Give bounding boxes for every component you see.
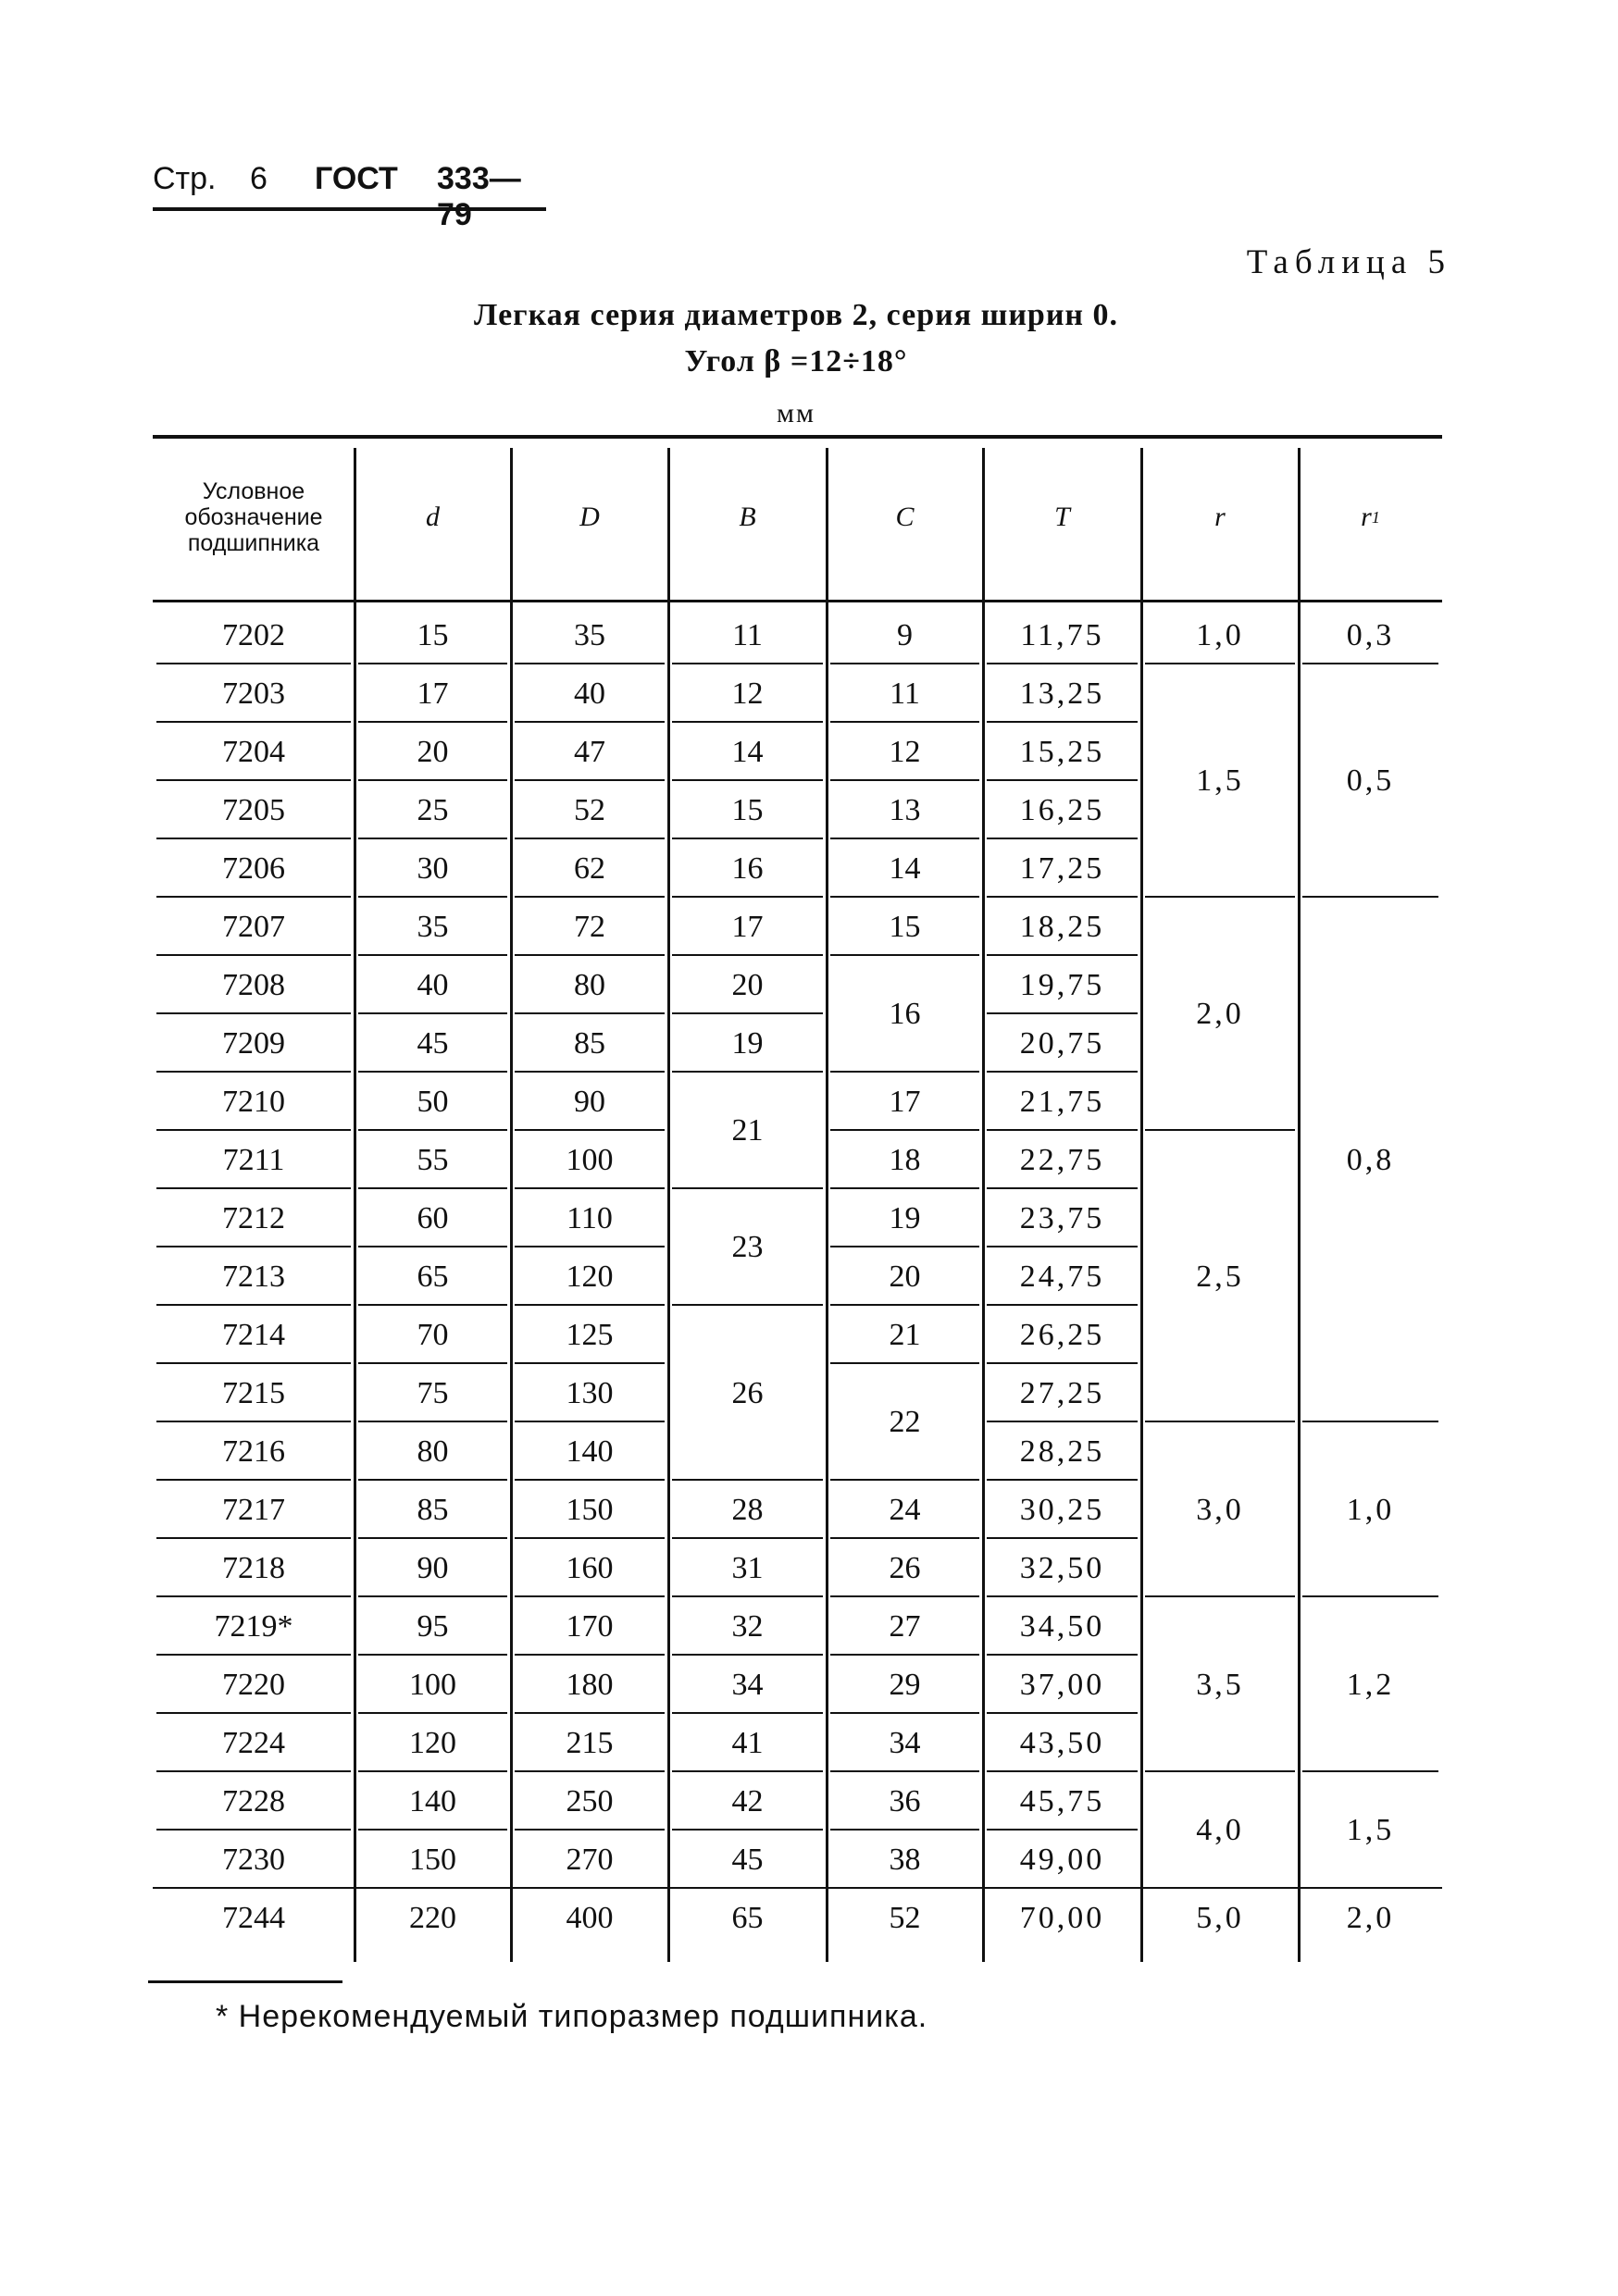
cell-c: 21 <box>889 1317 921 1352</box>
cell-d: 100 <box>566 1142 614 1177</box>
cell-d: 180 <box>566 1667 614 1702</box>
cell-designation: 7230 <box>222 1842 285 1877</box>
table-title: Легкая серия диаметров 2, серия ширин 0. <box>473 298 1119 332</box>
cell-designation: 7202 <box>222 617 285 652</box>
cell-c: 52 <box>889 1900 921 1935</box>
cell-d: 75 <box>417 1375 449 1410</box>
cell-d: 25 <box>417 792 449 827</box>
cell-b: 11 <box>732 617 763 652</box>
column-header-r1 <box>1299 435 1442 600</box>
cell-c: 17 <box>889 1084 921 1119</box>
page-label: Стр. <box>153 161 217 196</box>
cell-c: 14 <box>889 850 921 886</box>
cell-c: 12 <box>889 734 921 769</box>
cell-c: 38 <box>889 1842 921 1877</box>
cell-designation: 7215 <box>222 1375 285 1410</box>
cell-c: 9 <box>897 617 913 652</box>
cell-b: 20 <box>731 967 764 1002</box>
cell-d: 15 <box>417 617 449 652</box>
cell-t: 70,00 <box>1019 1900 1105 1935</box>
cell-r1: 0,3 <box>1346 617 1395 652</box>
cell-d: 170 <box>566 1608 614 1644</box>
cell-designation: 7217 <box>222 1492 285 1527</box>
cell-b: 34 <box>731 1667 764 1702</box>
cell-designation: 7208 <box>222 967 285 1002</box>
r1-subscript: 1 <box>1371 507 1380 527</box>
cell-d: 110 <box>566 1200 613 1235</box>
footnote-rule <box>148 1980 342 1983</box>
cell-designation: 7211 <box>222 1142 285 1177</box>
cell-c: 15 <box>889 909 921 944</box>
cell-c: 26 <box>889 1550 921 1585</box>
cell-d: 85 <box>417 1492 449 1527</box>
cell-c: 18 <box>889 1142 921 1177</box>
cell-b: 14 <box>731 734 764 769</box>
cell-d: 30 <box>417 850 449 886</box>
cell-b: 41 <box>731 1725 764 1760</box>
table-section-rule <box>153 1887 1442 1889</box>
cell-designation: 7228 <box>222 1783 285 1818</box>
cell-b: 15 <box>731 792 764 827</box>
cell-c: 34 <box>889 1725 921 1760</box>
cell-d: 120 <box>409 1725 456 1760</box>
cell-d: 220 <box>409 1900 456 1935</box>
cell-t: 11,75 <box>1020 617 1104 652</box>
cell-designation: 7224 <box>222 1725 285 1760</box>
cell-designation: 7213 <box>222 1259 285 1294</box>
cell-d: 125 <box>566 1317 614 1352</box>
cell-t: 28,25 <box>1019 1433 1105 1469</box>
cell-b: 16 <box>731 850 764 886</box>
cell-b: 32 <box>731 1608 764 1644</box>
cell-r1: 1,0 <box>1346 1492 1395 1527</box>
cell-t: 24,75 <box>1019 1259 1105 1294</box>
cell-t: 15,25 <box>1019 734 1105 769</box>
cell-b: 21 <box>731 1113 764 1148</box>
cell-d: 90 <box>417 1550 449 1585</box>
cell-d: 65 <box>417 1259 449 1294</box>
cell-d: 95 <box>417 1608 449 1644</box>
cell-c: 36 <box>889 1783 921 1818</box>
cell-d: 215 <box>566 1725 614 1760</box>
cell-r: 3,5 <box>1196 1667 1244 1702</box>
cell-r: 5,0 <box>1196 1900 1244 1935</box>
cell-d: 40 <box>574 676 605 711</box>
cell-d: 62 <box>574 850 605 886</box>
cell-c: 13 <box>889 792 921 827</box>
table-number: Таблица 5 <box>1246 243 1451 281</box>
column-header-b: B <box>739 502 756 532</box>
cell-t: 23,75 <box>1019 1200 1105 1235</box>
column-header-t: T <box>1054 502 1070 532</box>
cell-c: 19 <box>889 1200 921 1235</box>
cell-d: 250 <box>566 1783 614 1818</box>
column-header-c: C <box>895 502 915 532</box>
cell-d: 160 <box>566 1550 614 1585</box>
page-number: 6 <box>250 161 268 196</box>
cell-t: 43,50 <box>1019 1725 1105 1760</box>
cell-d: 100 <box>409 1667 456 1702</box>
cell-r: 4,0 <box>1196 1813 1244 1847</box>
table-subtitle: Угол β =12÷18° <box>684 344 908 379</box>
cell-b: 26 <box>731 1375 764 1410</box>
cell-r: 3,0 <box>1196 1492 1244 1527</box>
cell-designation: 7216 <box>222 1433 285 1469</box>
cell-c: 22 <box>889 1405 921 1439</box>
cell-r1: 2,0 <box>1346 1900 1395 1935</box>
cell-r1: 1,2 <box>1346 1667 1395 1702</box>
cell-t: 27,25 <box>1019 1375 1105 1410</box>
cell-d: 70 <box>417 1317 449 1352</box>
cell-designation: 7214 <box>222 1317 285 1352</box>
cell-b: 23 <box>731 1230 764 1264</box>
cell-d: 80 <box>417 1433 449 1469</box>
standard-code: 333—79 <box>437 161 521 232</box>
column-header-r: r <box>1214 502 1226 532</box>
header-bottom-rule <box>153 600 1442 602</box>
cell-d: 50 <box>417 1084 449 1119</box>
cell-c: 27 <box>889 1608 921 1644</box>
cell-designation: 7244 <box>222 1900 285 1935</box>
cell-d: 35 <box>417 909 449 944</box>
cell-d: 90 <box>574 1084 605 1119</box>
cell-t: 17,25 <box>1019 850 1105 886</box>
cell-d: 72 <box>574 909 605 944</box>
cell-designation: 7204 <box>222 734 285 769</box>
cell-t: 49,00 <box>1019 1842 1105 1877</box>
cell-d: 270 <box>566 1842 614 1877</box>
cell-designation: 7205 <box>222 792 285 827</box>
cell-b: 19 <box>731 1025 764 1061</box>
cell-t: 22,75 <box>1019 1142 1105 1177</box>
column-header-d: D <box>579 502 600 532</box>
cell-r1: 0,5 <box>1346 763 1395 798</box>
cell-t: 19,75 <box>1019 967 1105 1002</box>
footnote: * Нерекомендуемый типоразмер подшипника. <box>216 1999 928 2034</box>
cell-d: 85 <box>574 1025 605 1061</box>
r1-base: r <box>1361 502 1372 532</box>
cell-t: 34,50 <box>1019 1608 1105 1644</box>
cell-d: 52 <box>574 792 605 827</box>
cell-b: 28 <box>731 1492 764 1527</box>
cell-c: 24 <box>889 1492 921 1527</box>
cell-b: 12 <box>731 676 764 711</box>
cell-d: 120 <box>566 1259 614 1294</box>
cell-c: 29 <box>889 1667 921 1702</box>
cell-r: 1,0 <box>1196 617 1244 652</box>
cell-d: 140 <box>409 1783 456 1818</box>
cell-d: 400 <box>566 1900 614 1935</box>
cell-r: 1,5 <box>1196 763 1244 798</box>
column-header-designation: Условное обозначение подшипника <box>184 478 323 556</box>
cell-d: 150 <box>409 1842 456 1877</box>
cell-d: 47 <box>574 734 605 769</box>
cell-b: 45 <box>731 1842 764 1877</box>
cell-r1: 0,8 <box>1346 1142 1395 1177</box>
cell-d: 130 <box>566 1375 614 1410</box>
cell-designation: 7206 <box>222 850 285 886</box>
cell-t: 37,00 <box>1019 1667 1105 1702</box>
cell-t: 13,25 <box>1019 676 1105 711</box>
cell-r1: 1,5 <box>1346 1813 1395 1847</box>
cell-designation: 7207 <box>222 909 285 944</box>
cell-r: 2,5 <box>1196 1259 1244 1294</box>
cell-designation: 7210 <box>222 1084 285 1119</box>
cell-c: 11 <box>890 676 920 711</box>
cell-t: 30,25 <box>1019 1492 1105 1527</box>
cell-designation: 7203 <box>222 676 285 711</box>
standard-name: ГОСТ <box>315 161 398 196</box>
cell-t: 32,50 <box>1019 1550 1105 1585</box>
cell-d: 140 <box>566 1433 614 1469</box>
cell-t: 26,25 <box>1019 1317 1105 1352</box>
cell-t: 21,75 <box>1019 1084 1105 1119</box>
cell-d: 150 <box>566 1492 614 1527</box>
cell-b: 65 <box>731 1900 764 1935</box>
cell-d: 35 <box>574 617 605 652</box>
cell-t: 16,25 <box>1019 792 1105 827</box>
cell-c: 20 <box>889 1259 921 1294</box>
cell-designation: 7209 <box>222 1025 285 1061</box>
cell-designation: 7219* <box>214 1608 293 1644</box>
cell-designation: 7218 <box>222 1550 285 1585</box>
cell-designation: 7220 <box>222 1667 285 1702</box>
units-label: мм <box>777 398 815 428</box>
cell-b: 17 <box>731 909 764 944</box>
cell-b: 31 <box>731 1550 764 1585</box>
cell-c: 16 <box>889 997 921 1031</box>
cell-d: 20 <box>417 734 449 769</box>
cell-t: 18,25 <box>1019 909 1105 944</box>
cell-designation: 7212 <box>222 1200 285 1235</box>
cell-d: 60 <box>417 1200 449 1235</box>
cell-d: 45 <box>417 1025 449 1061</box>
cell-d: 40 <box>417 967 449 1002</box>
cell-d: 17 <box>417 676 449 711</box>
cell-b: 42 <box>731 1783 764 1818</box>
cell-r: 2,0 <box>1196 997 1244 1031</box>
cell-d: 55 <box>417 1142 449 1177</box>
column-header-d: d <box>426 502 440 532</box>
cell-t: 20,75 <box>1019 1025 1105 1061</box>
cell-d: 80 <box>574 967 605 1002</box>
cell-t: 45,75 <box>1019 1783 1105 1818</box>
